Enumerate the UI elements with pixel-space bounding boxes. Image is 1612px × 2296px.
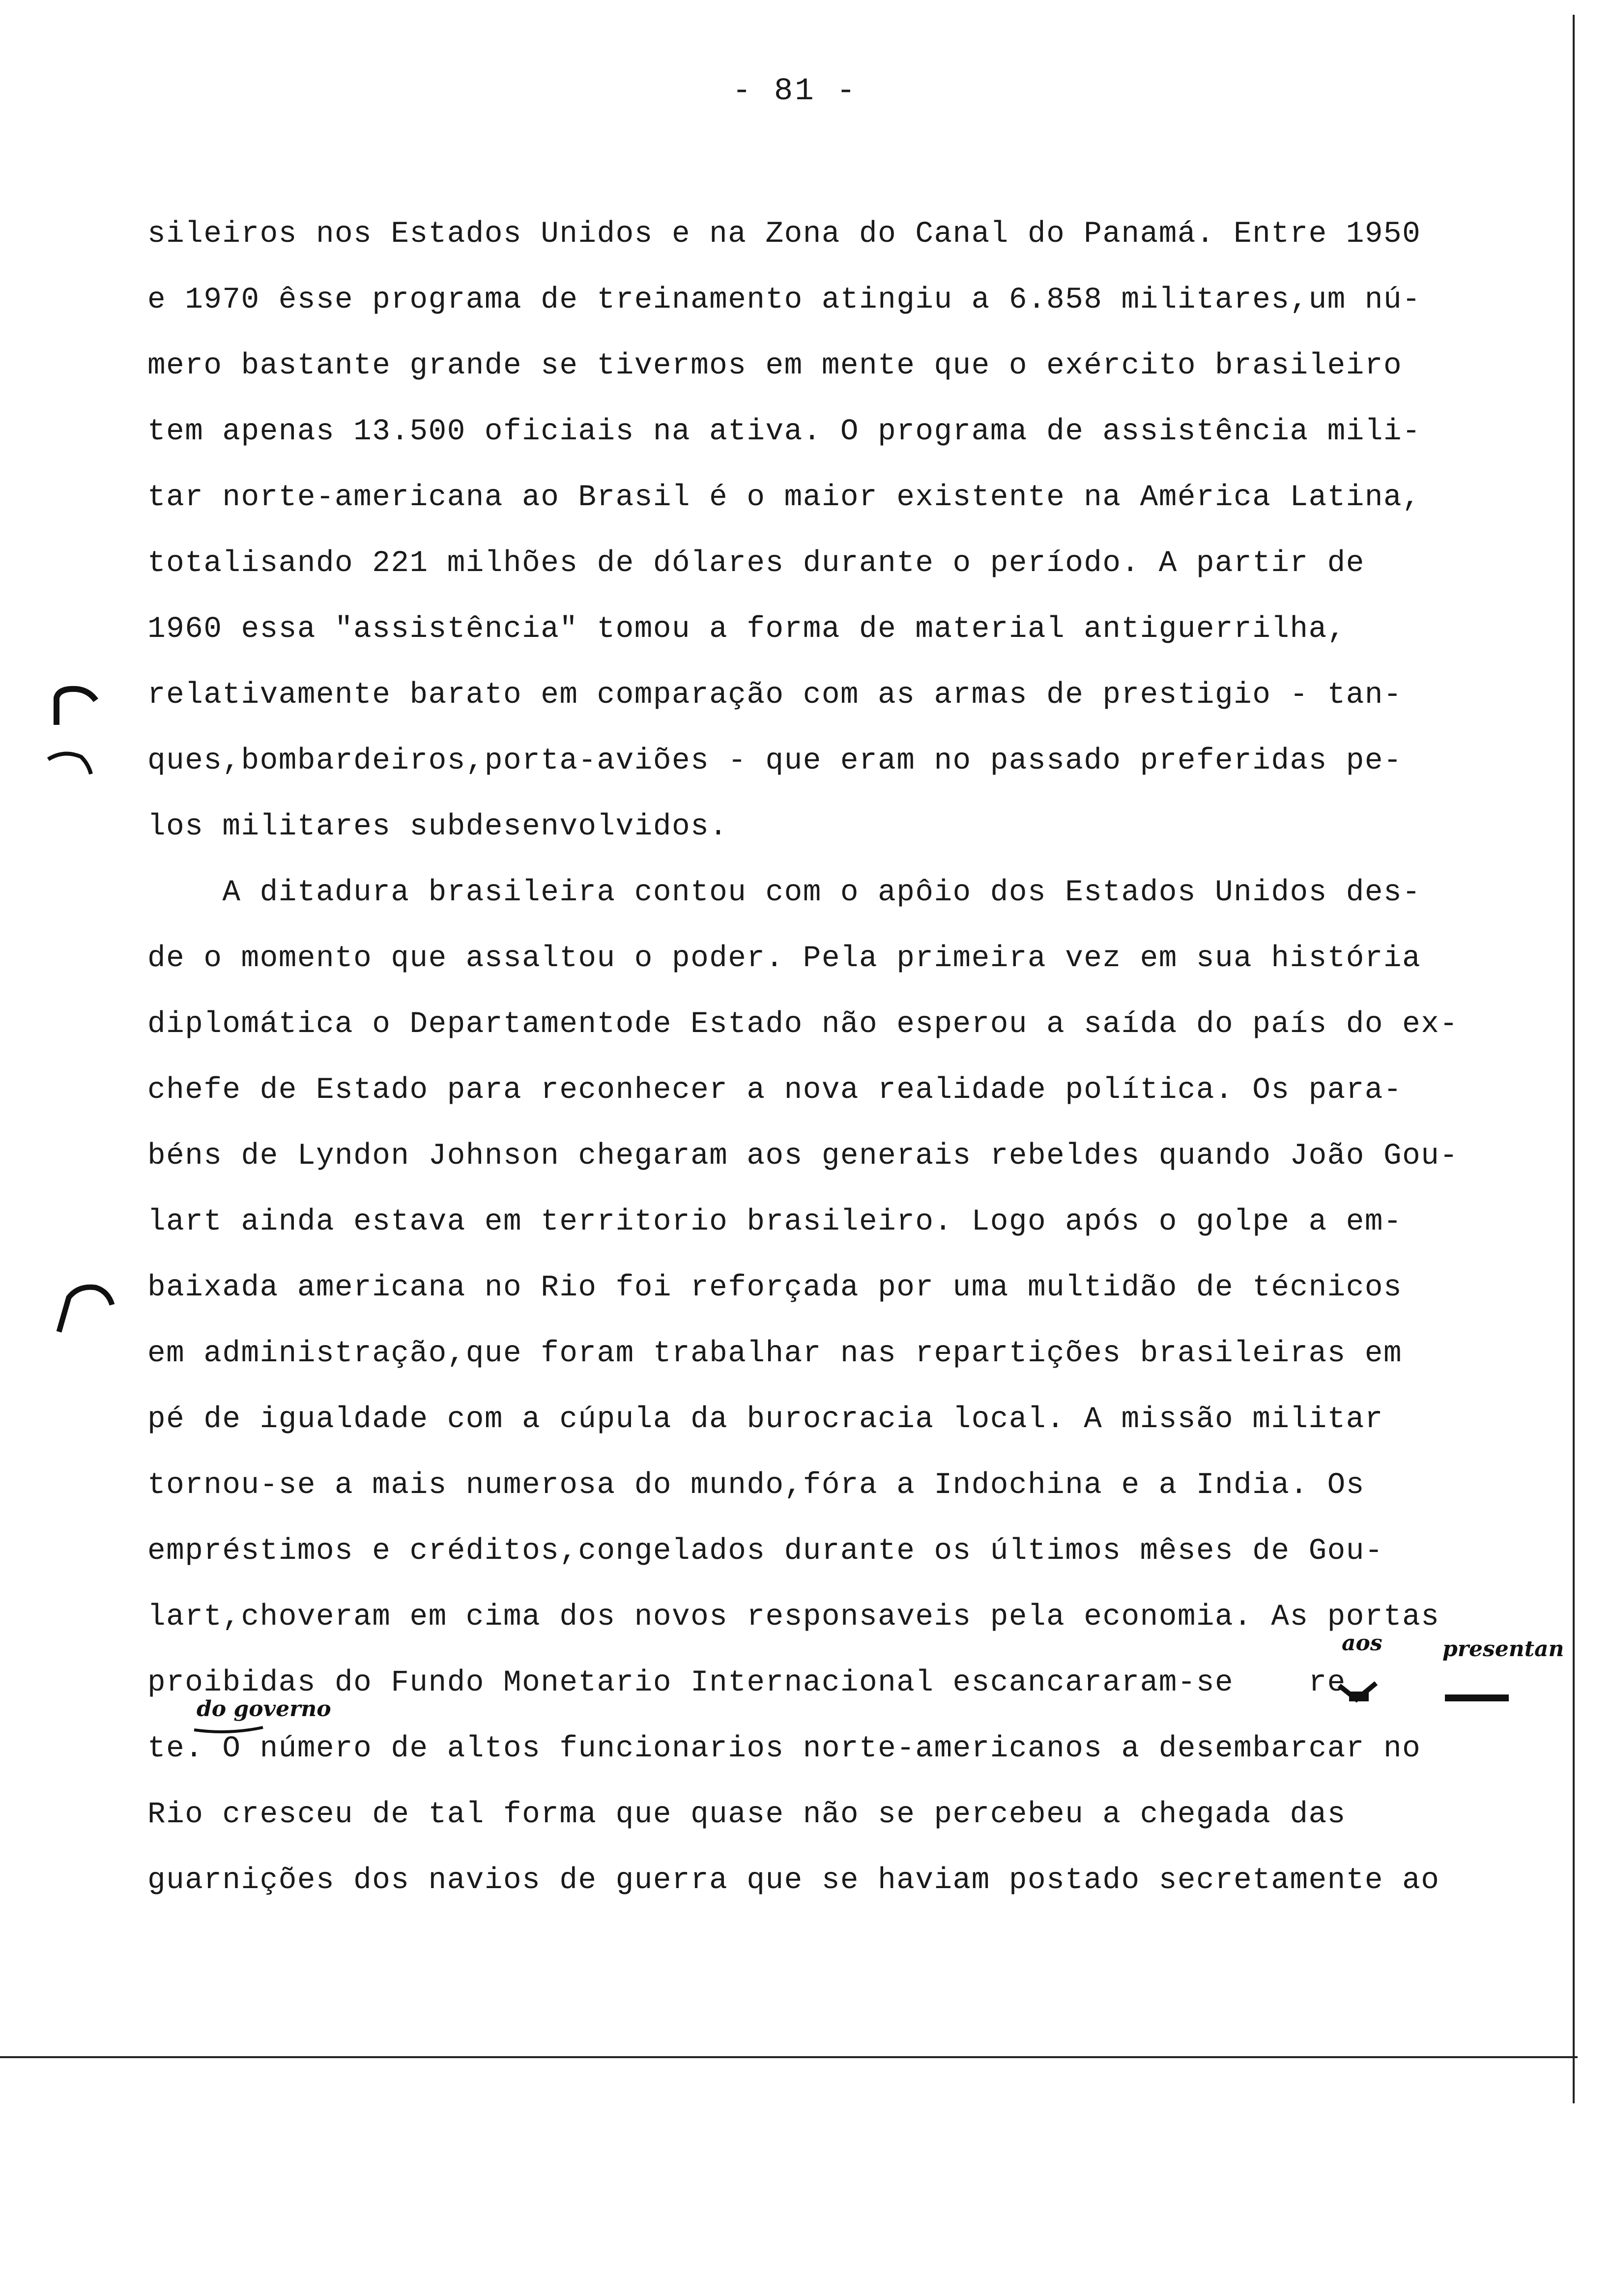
text-line: guarnições dos navios de guerra que se haviam postado secretamente ao [147,1864,1440,1897]
text-line: pé de igualdade com a cúpula da burocracia local. A missão militar [147,1403,1383,1436]
text-line: empréstimos e créditos,congelados durante os últimos mêses de Gou- [147,1534,1383,1568]
text-line: béns de Lyndon Johnson chegaram aos generais rebeldes quando João Gou- [147,1139,1459,1173]
text-line: lart ainda estava em territorio brasileiro. Logo após o golpe a em- [147,1205,1403,1239]
handwritten-note-do-governo: do governo [197,1696,331,1722]
text-line: tem apenas 13.500 oficiais na ativa. O programa de assistência mili- [147,415,1421,449]
text-line: e 1970 êsse programa de treinamento atingiu a 6.858 militares,um nú- [147,283,1421,317]
ink-correction-mark [1337,1681,1381,1705]
text-line: chefe de Estado para reconhecer a nova realidade política. Os para- [147,1073,1403,1107]
margin-bracket-mark [47,683,101,727]
text-line: baixada americana no Rio foi reforçada por uma multidão de técnicos [147,1271,1403,1305]
text-line: ques,bombardeiros,porta-aviões - que eram no passado preferidas pe- [147,744,1403,778]
text-line: diplomática o Departamentode Estado não esperou a saída do país do ex- [147,1007,1459,1041]
text-line: em administração,que foram trabalhar nas repartições brasileiras em [147,1337,1403,1371]
text-line: los militares subdesenvolvidos. [147,810,728,844]
text-line: lart,choveram em cima dos novos responsaveis pela economia. As portas [147,1600,1440,1634]
margin-bracket-mark [44,747,98,781]
handwritten-underline [192,1722,265,1737]
text-line: totalisando 221 milhões de dólares durante o período. A partir de [147,546,1365,580]
page-number: - 81 - [732,74,858,109]
text-line: sileiros nos Estados Unidos e na Zona do Canal do Panamá. Entre 1950 [147,217,1421,251]
scan-border-right [1573,15,1575,2103]
handwritten-note-presentan: presentan [1442,1636,1564,1662]
text-line: 1960 essa "assistência" tomou a forma de material antiguerrilha, [147,612,1346,646]
text-line: mero bastante grande se tivermos em mente que o exército brasileiro [147,349,1403,383]
scan-border-bottom [0,2056,1578,2058]
text-line: A ditadura brasileira contou com o apôio dos Estados Unidos des- [147,876,1421,910]
text-line: relativamente barato em comparação com as armas de prestigio - tan- [147,678,1403,712]
text-line: tornou-se a mais numerosa do mundo,fóra a Indochina e a India. Os [147,1468,1365,1502]
ink-strike-mark [1442,1691,1511,1705]
text-line: proibidas do Fundo Monetario Internacional escancararam-se re [147,1666,1346,1700]
text-line: de o momento que assaltou o poder. Pela primeira vez em sua história [147,942,1421,976]
margin-bracket-mark [54,1278,118,1337]
text-line: tar norte-americana ao Brasil é o maior existente na América Latina, [147,481,1421,515]
handwritten-note-aos: aos [1342,1631,1382,1656]
text-line: te. O número de altos funcionarios norte-americanos a desembarcar no [147,1732,1421,1766]
text-line: Rio cresceu de tal forma que quase não se percebeu a chegada das [147,1798,1346,1832]
